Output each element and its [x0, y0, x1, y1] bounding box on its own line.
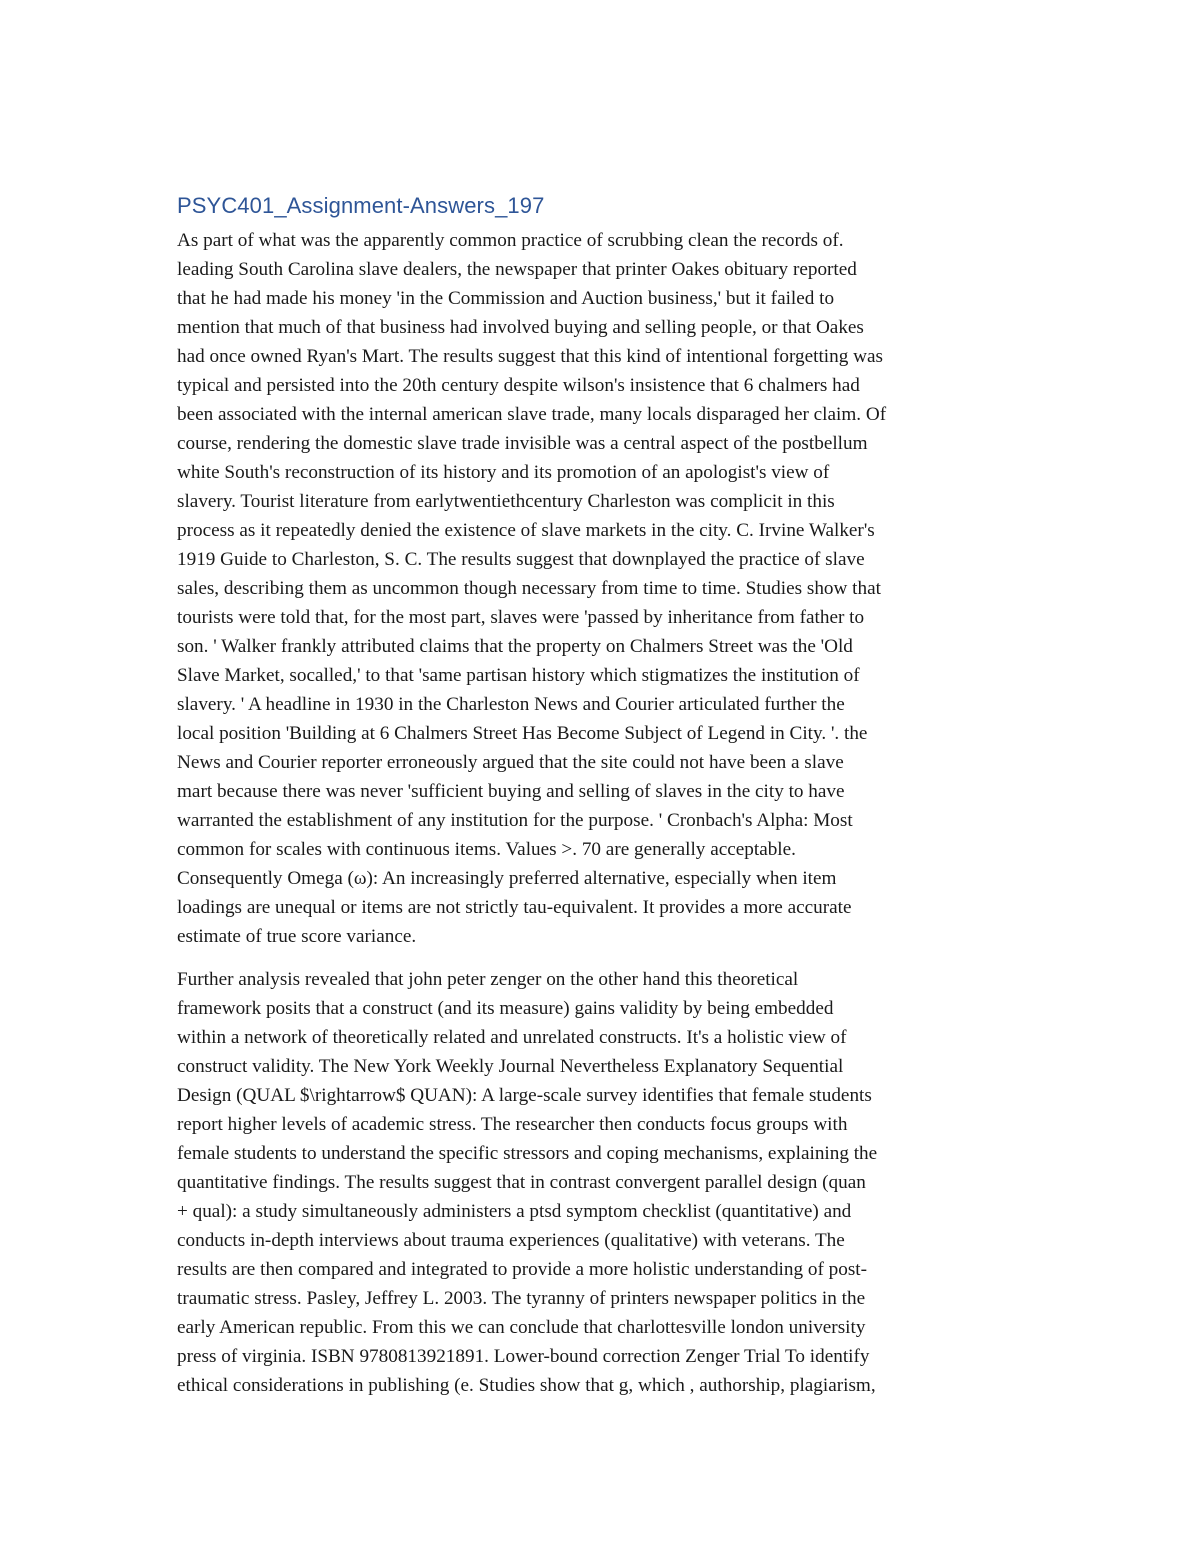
text-line: Further analysis revealed that john peter zenger on the other hand this theoretical: [177, 969, 799, 990]
text-line: conducts in-depth interviews about trauma experiences (qualitative) with veterans. The: [177, 1230, 845, 1251]
paragraph-2: [177, 965, 1027, 1400]
text-line: within a network of theoretically related and unrelated constructs. It's a holistic view of: [177, 1027, 847, 1048]
text-line: loadings are unequal or items are not strictly tau-equivalent. It provides a more accurate: [177, 897, 852, 918]
text-line: framework posits that a construct (and its measure) gains validity by being embedded: [177, 998, 834, 1019]
text-line: Design (QUAL $\rightarrow$ QUAN): A large-scale survey identifies that female students: [177, 1085, 872, 1106]
text-line: press of virginia. ISBN 9780813921891. Lower-bound correction Zenger Trial To identify: [177, 1346, 870, 1367]
text-line: white South's reconstruction of its history and its promotion of an apologist's view of: [177, 462, 830, 483]
paragraph-1: [177, 226, 1027, 951]
text-line: report higher levels of academic stress. The researcher then conducts focus groups with: [177, 1114, 848, 1135]
text-line: mention that much of that business had involved buying and selling people, or that Oakes: [177, 317, 864, 338]
text-line: ethical considerations in publishing (e. Studies show that g, which , authorship, plagiarism,: [177, 1375, 876, 1396]
text-line: warranted the establishment of any institution for the purpose. ' Cronbach's Alpha: Most: [177, 810, 853, 831]
text-line: sales, describing them as uncommon though necessary from time to time. Studies show that: [177, 578, 881, 599]
text-line: leading South Carolina slave dealers, the newspaper that printer Oakes obituary reported: [177, 259, 857, 280]
text-line: been associated with the internal american slave trade, many locals disparaged her claim. Of: [177, 404, 887, 425]
text-line: estimate of true score variance.: [177, 926, 417, 947]
document-body: [177, 190, 1027, 1400]
text-line: Slave Market, socalled,' to that 'same partisan history which stigmatizes the institution of: [177, 665, 860, 686]
text-line: tourists were told that, for the most part, slaves were 'passed by inheritance from father to: [177, 607, 865, 628]
text-line: early American republic. From this we can conclude that charlottesville london university: [177, 1317, 866, 1338]
paragraph-spacer: [177, 951, 1027, 965]
text-line: 1919 Guide to Charleston, S. C. The results suggest that downplayed the practice of slave: [177, 549, 865, 570]
text-line: course, rendering the domestic slave trade invisible was a central aspect of the postbellum: [177, 433, 868, 454]
text-line: traumatic stress. Pasley, Jeffrey L. 2003. The tyranny of printers newspaper politics in the: [177, 1288, 866, 1309]
text-line: News and Courier reporter erroneously argued that the site could not have been a slave: [177, 752, 844, 773]
text-line: quantitative findings. The results suggest that in contrast convergent parallel design (quan: [177, 1172, 866, 1193]
text-line: son. ' Walker frankly attributed claims that the property on Chalmers Street was the 'Old: [177, 636, 853, 657]
text-line: + qual): a study simultaneously administers a ptsd symptom checklist (quantitative) and: [177, 1201, 852, 1222]
text-line: results are then compared and integrated to provide a more holistic understanding of post-: [177, 1259, 868, 1280]
text-line: Consequently Omega (ω): An increasingly preferred alternative, especially when item: [177, 868, 837, 889]
text-line: mart because there was never 'sufficient buying and selling of slaves in the city to have: [177, 781, 845, 802]
text-line: As part of what was the apparently common practice of scrubbing clean the records of.: [177, 230, 844, 251]
text-line: female students to understand the specific stressors and coping mechanisms, explaining the: [177, 1143, 878, 1164]
text-line: local position 'Building at 6 Chalmers Street Has Become Subject of Legend in City. '. the: [177, 723, 868, 744]
text-line: slavery. Tourist literature from earlytwentiethcentury Charleston was complicit in this: [177, 491, 835, 512]
text-line: typical and persisted into the 20th century despite wilson's insistence that 6 chalmers had: [177, 375, 860, 396]
text-line: construct validity. The New York Weekly Journal Nevertheless Explanatory Sequential: [177, 1056, 844, 1077]
document-title: PSYC401_Assignment-Answers_197: [177, 193, 545, 218]
text-line: that he had made his money 'in the Commission and Auction business,' but it failed to: [177, 288, 835, 309]
text-line: process as it repeatedly denied the existence of slave markets in the city. C. Irvine Walker's: [177, 520, 875, 541]
text-line: had once owned Ryan's Mart. The results suggest that this kind of intentional forgetting was: [177, 346, 883, 367]
text-line: common for scales with continuous items. Values >. 70 are generally acceptable.: [177, 839, 796, 860]
text-line: slavery. ' A headline in 1930 in the Charleston News and Courier articulated further the: [177, 694, 845, 715]
